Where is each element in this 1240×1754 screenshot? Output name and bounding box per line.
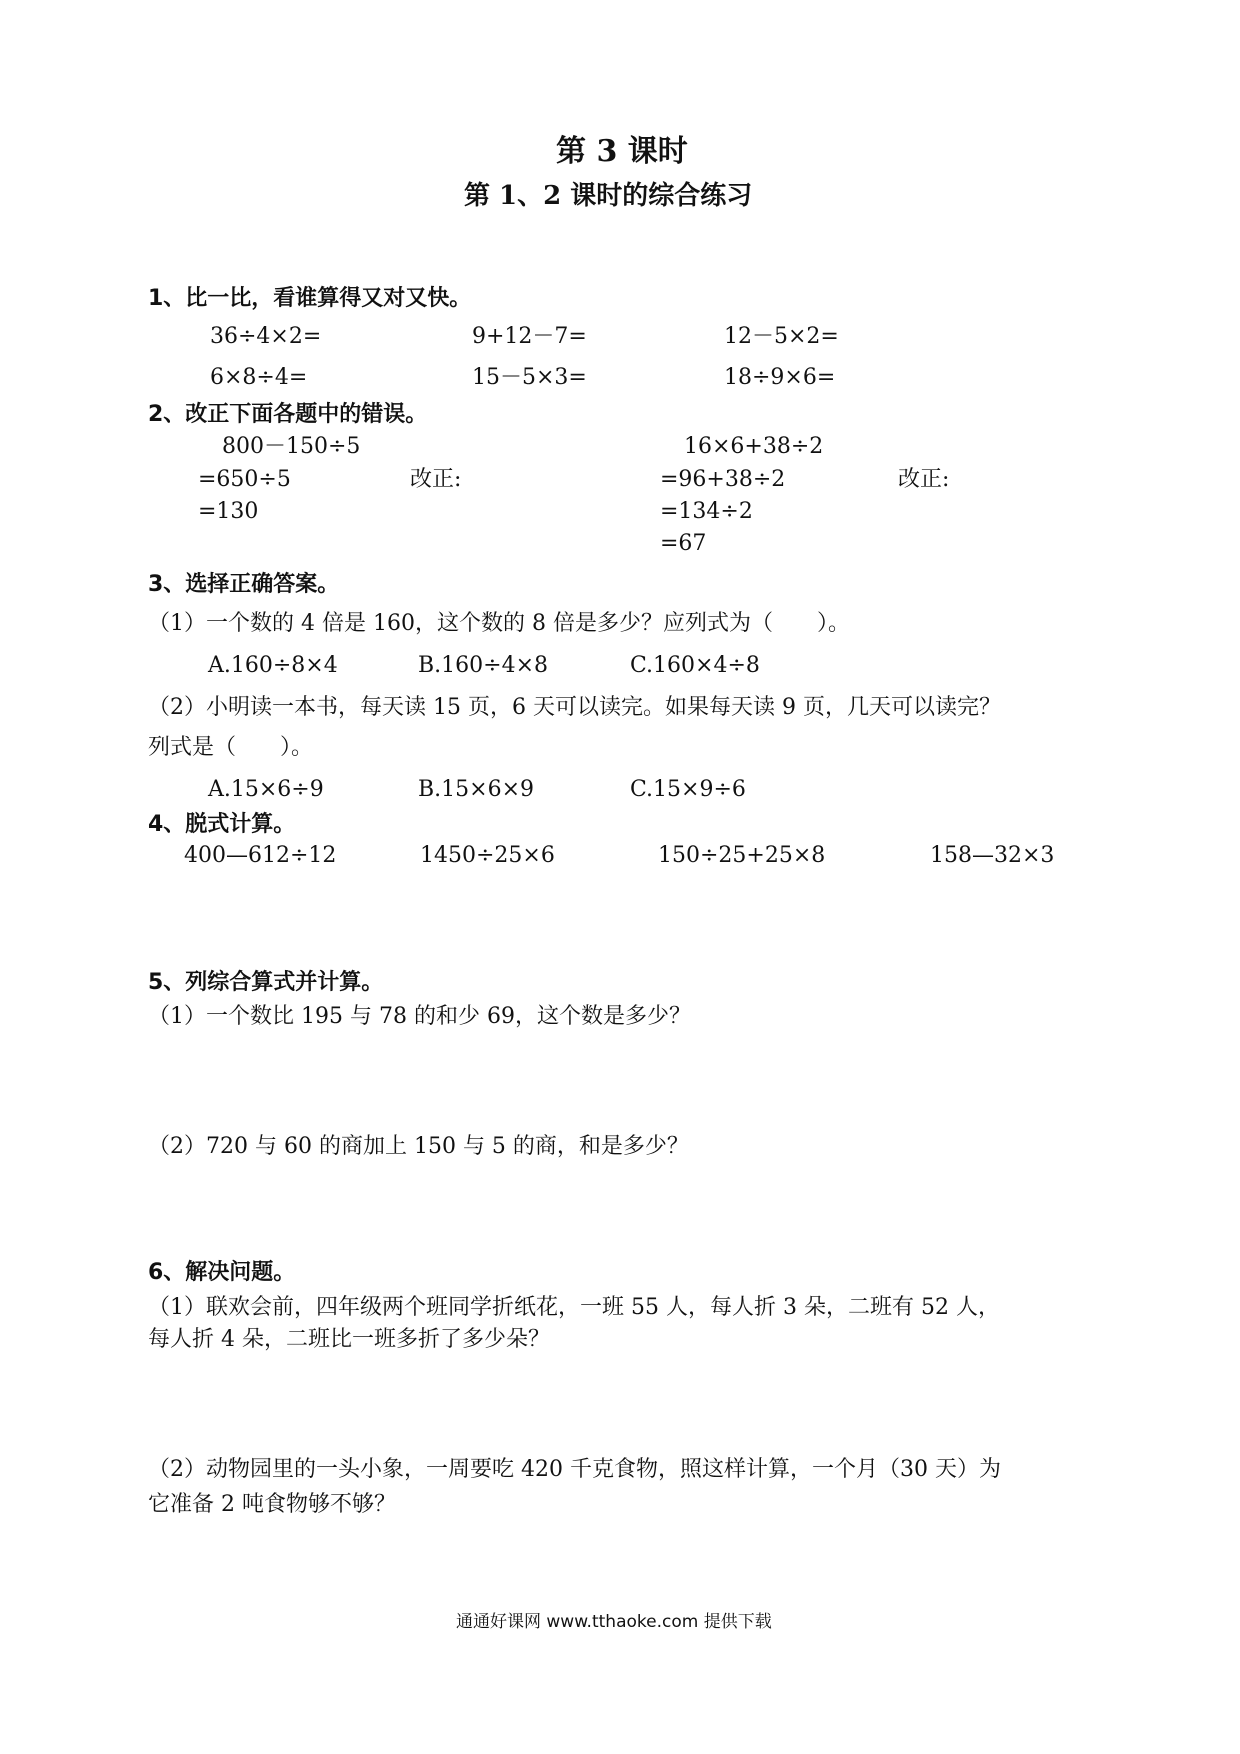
q4-item4: 158—32×3 bbox=[930, 843, 1055, 868]
q3-problem2-option-b: B.15×6×9 bbox=[418, 777, 535, 802]
q5-problem2: （2）720 与 60 的商加上 150 与 5 的商，和是多少？ bbox=[148, 1134, 689, 1159]
q6-heading: 6、解决问题。 bbox=[148, 1260, 296, 1285]
q4-item2: 1450÷25×6 bbox=[420, 843, 555, 868]
q3-problem1-text: （1）一个数的 4 倍是 160，这个数的 8 倍是多少？应列式为（ ）。 bbox=[148, 611, 850, 636]
q2-right-fix-label: 改正: bbox=[898, 467, 950, 492]
q1-row1-item2: 9+12－7= bbox=[472, 324, 587, 349]
q3-problem1-option-b: B.160÷4×8 bbox=[418, 653, 549, 678]
q1-row2-item2: 15－5×3= bbox=[472, 365, 587, 390]
q2-right-step3: =67 bbox=[660, 531, 707, 556]
q2-left-fix-label: 改正: bbox=[410, 467, 462, 492]
q4-item1: 400—612÷12 bbox=[184, 843, 337, 868]
q3-problem2-text-line1: （2）小明读一本书，每天读 15 页，6 天可以读完。如果每天读 9 页，几天可以读完？ bbox=[148, 695, 1001, 720]
q6-problem1-line1: （1）联欢会前，四年级两个班同学折纸花，一班 55 人，每人折 3 朵，二班有 52 人， bbox=[148, 1295, 1000, 1320]
q5-heading: 5、列综合算式并计算。 bbox=[148, 970, 384, 995]
q3-problem1-option-c: C.160×4÷8 bbox=[630, 653, 760, 678]
q3-problem2-option-c: C.15×9÷6 bbox=[630, 777, 746, 802]
q3-heading: 3、选择正确答案。 bbox=[148, 572, 340, 597]
q4-heading: 4、脱式计算。 bbox=[148, 812, 296, 837]
q1-row2-item3: 18÷9×6= bbox=[724, 365, 836, 390]
q2-left-step1: =650÷5 bbox=[198, 467, 291, 492]
q4-item3: 150÷25+25×8 bbox=[658, 843, 826, 868]
footer-credit: 通通好课网 www.tthaoke.com 提供下载 bbox=[456, 1612, 772, 1632]
q2-left-step2: =130 bbox=[198, 499, 259, 524]
q3-problem2-option-a: A.15×6÷9 bbox=[208, 777, 324, 802]
q6-problem2-line1: （2）动物园里的一头小象，一周要吃 420 千克食物，照这样计算，一个月（30 天）为 bbox=[148, 1457, 1001, 1482]
q2-right-step1: =96+38÷2 bbox=[660, 467, 786, 492]
q2-right-step2: =134÷2 bbox=[660, 499, 753, 524]
q1-row1-item1: 36÷4×2= bbox=[210, 324, 322, 349]
q1-row2-item1: 6×8÷4= bbox=[210, 365, 308, 390]
q6-problem2-line2: 它准备 2 吨食物够不够？ bbox=[148, 1492, 396, 1517]
q2-heading: 2、改正下面各题中的错误。 bbox=[148, 402, 428, 427]
q6-problem1-line2: 每人折 4 朵，二班比一班多折了多少朵？ bbox=[148, 1327, 550, 1352]
q5-problem1: （1）一个数比 195 与 78 的和少 69，这个数是多少？ bbox=[148, 1004, 691, 1029]
page-title: 第 3 课时 bbox=[556, 134, 688, 169]
q1-heading: 1、比一比，看谁算得又对又快。 bbox=[148, 286, 472, 311]
q3-problem2-text-line2: 列式是（ ）。 bbox=[148, 735, 314, 760]
page-subtitle: 第 1、2 课时的综合练习 bbox=[464, 181, 753, 211]
q2-left-expression: 800－150÷5 bbox=[222, 434, 361, 459]
q2-right-expression: 16×6+38÷2 bbox=[684, 434, 824, 459]
q3-problem1-option-a: A.160÷8×4 bbox=[208, 653, 338, 678]
q1-row1-item3: 12－5×2= bbox=[724, 324, 839, 349]
